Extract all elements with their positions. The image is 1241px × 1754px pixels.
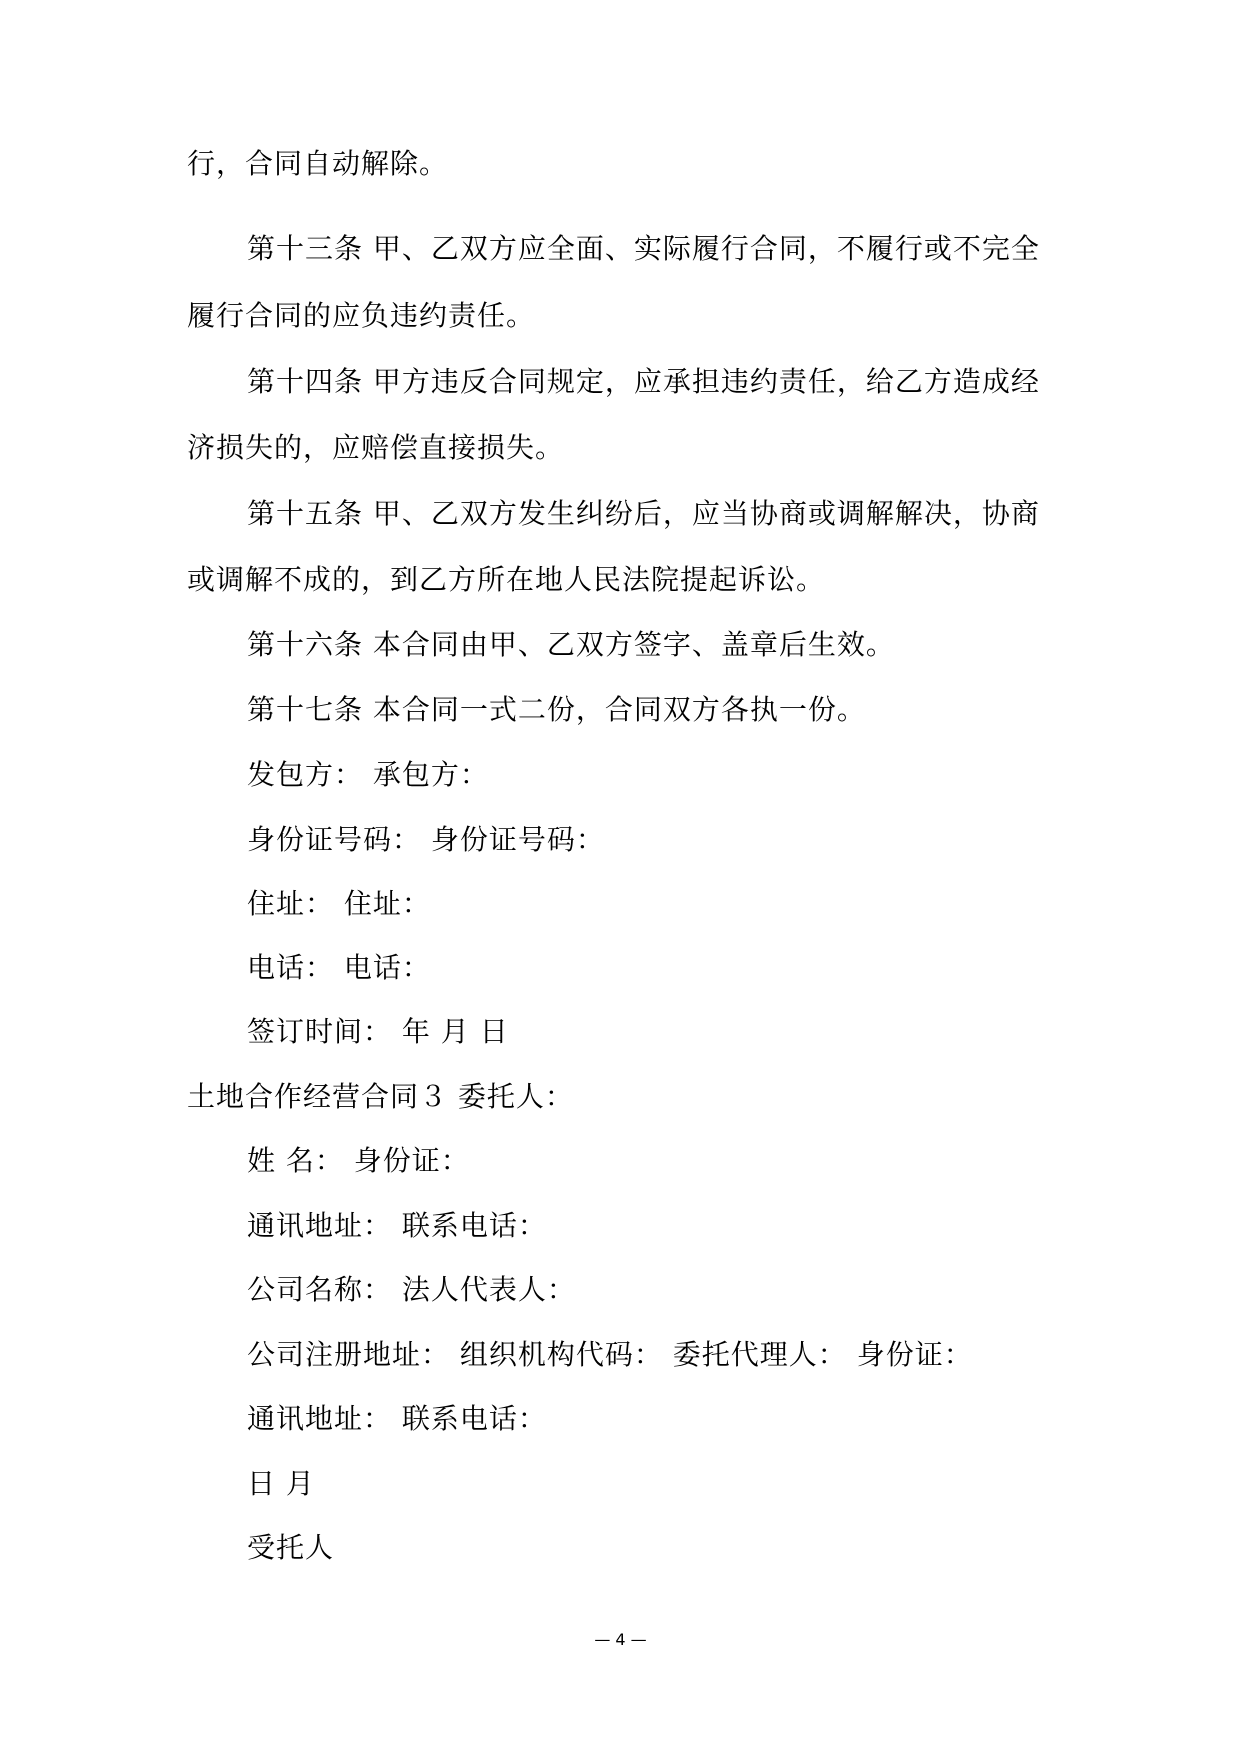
text-line-20: 通讯地址： 联系电话： [247,1402,547,1435]
text-line-1: 行，合同自动解除。 [187,147,449,180]
text-line-17: 通讯地址： 联系电话： [247,1209,547,1242]
text-line-21: 日 月 [247,1467,315,1500]
text-line-11: 身份证号码： 身份证号码： [247,823,605,856]
text-line-7: 或调解不成的，到乙方所在地人民法院提起诉讼。 [187,563,826,596]
text-line-5: 济损失的，应赔偿直接损失。 [187,431,565,464]
text-line-2: 第十三条 甲、乙双方应全面、实际履行合同，不履行或不完全 [247,232,1040,265]
text-line-13: 电话： 电话： [247,951,431,984]
text-line-16: 姓 名： 身份证： [247,1144,470,1177]
page-number: — 4 — [594,1630,647,1649]
text-line-14: 签订时间： 年 月 日 [247,1015,509,1048]
text-line-18: 公司名称： 法人代表人： [247,1273,576,1306]
text-line-15: 土地合作经营合同３ 委托人： [187,1080,574,1113]
text-line-9: 第十七条 本合同一式二份，合同双方各执一份。 [247,693,866,726]
text-line-4: 第十四条 甲方违反合同规定，应承担违约责任，给乙方造成经 [247,365,1040,398]
text-line-10: 发包方： 承包方： [247,758,489,791]
text-line-3: 履行合同的应负违约责任。 [187,299,536,332]
text-line-22: 受托人 [247,1531,335,1564]
text-line-12: 住址： 住址： [247,887,431,920]
text-line-19: 公司注册地址： 组织机构代码： 委托代理人： 身份证： [247,1338,973,1371]
text-line-8: 第十六条 本合同由甲、乙双方签字、盖章后生效。 [247,628,895,661]
text-line-6: 第十五条 甲、乙双方发生纠纷后，应当协商或调解解决，协商 [247,497,1040,530]
